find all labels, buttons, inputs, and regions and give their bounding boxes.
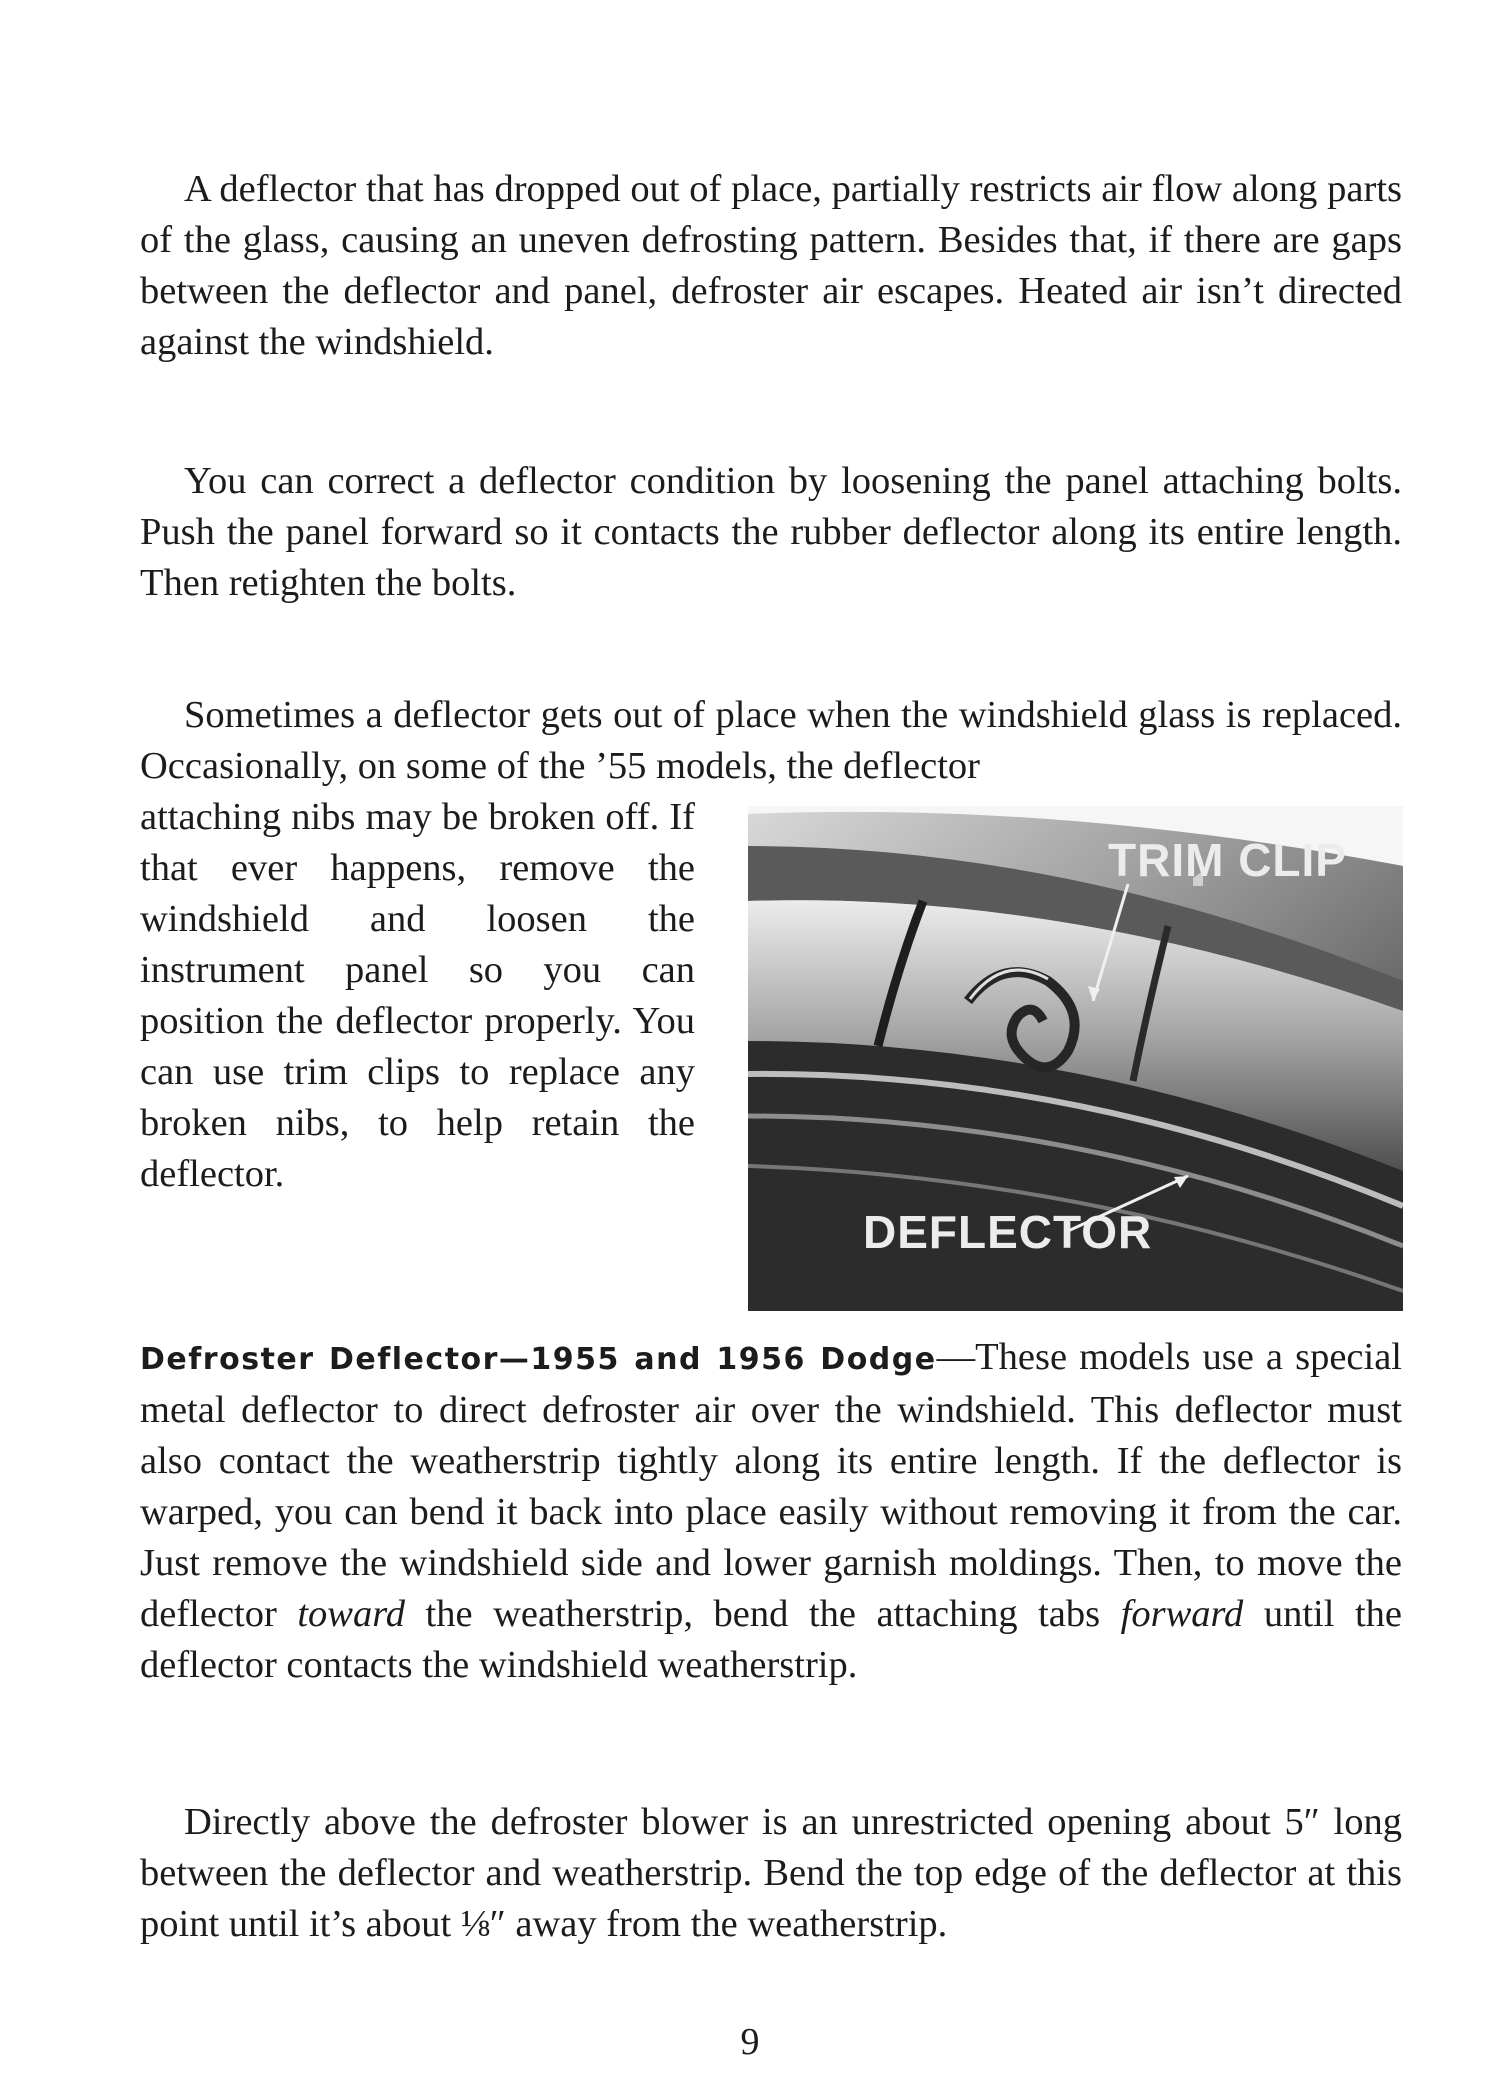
section-heading: Defroster Deflector—1955 and 1956 Dodge	[140, 1342, 937, 1377]
paragraph-deflector-dropped: A deflector that has dropped out of place, partially restricts air flow along parts of the glass, causing an uneven defrosting pattern. Besides that, if there are gaps between the deflector and panel, defroster air escapes. Heated air isn’t directed against the windshield.	[140, 168, 1402, 363]
paragraph-correct-deflector: You can correct a deflector condition by loosening the panel attaching bolts. Push the panel forward so it contacts the rubber deflector along its entire length. Then retighten the bolts.	[140, 460, 1402, 604]
deflector-label: DEFLECTOR	[863, 1206, 1153, 1258]
paragraph-dodge-defroster-deflector: Defroster Deflector—1955 and 1956 Dodge—These models use a special metal deflector to direct defroster air over the windshield. This deflector must also contact the weatherstrip tightly along its entire length. If the deflector is warped, you can bend it back into place easily without removing it from the car. Just remove the windshield side and lower garnish moldings. Then, to move the deflector toward the weatherstrip, bend the attaching tabs forward until the deflector contacts the windshield weatherstrip.	[140, 1336, 1402, 1686]
paragraph-deflector-replaced-continued: attaching nibs may be broken off. If that ever happens, remove the windshield and loosen the instrument panel so you can position the deflector properly. You can use trim clips to replace any broken nibs, to help retain the deflector.	[140, 796, 695, 1195]
paragraph-deflector-replaced-lead: Sometimes a deflector gets out of place when the windshield glass is replaced. Occasionally, on some of the ’55 models, the deflector	[140, 694, 1402, 787]
page-number: 9	[740, 2021, 760, 2063]
deflector-trim-clip-photo	[748, 806, 1403, 1311]
trim-clip-label: TRIM CLIP	[1108, 834, 1347, 886]
paragraph-unrestricted-opening: Directly above the defroster blower is an unrestricted opening about 5″ long between the deflector and weatherstrip. Bend the top edge of the deflector at this point until it’s about ⅛″ away from the weatherstrip.	[140, 1801, 1402, 1945]
